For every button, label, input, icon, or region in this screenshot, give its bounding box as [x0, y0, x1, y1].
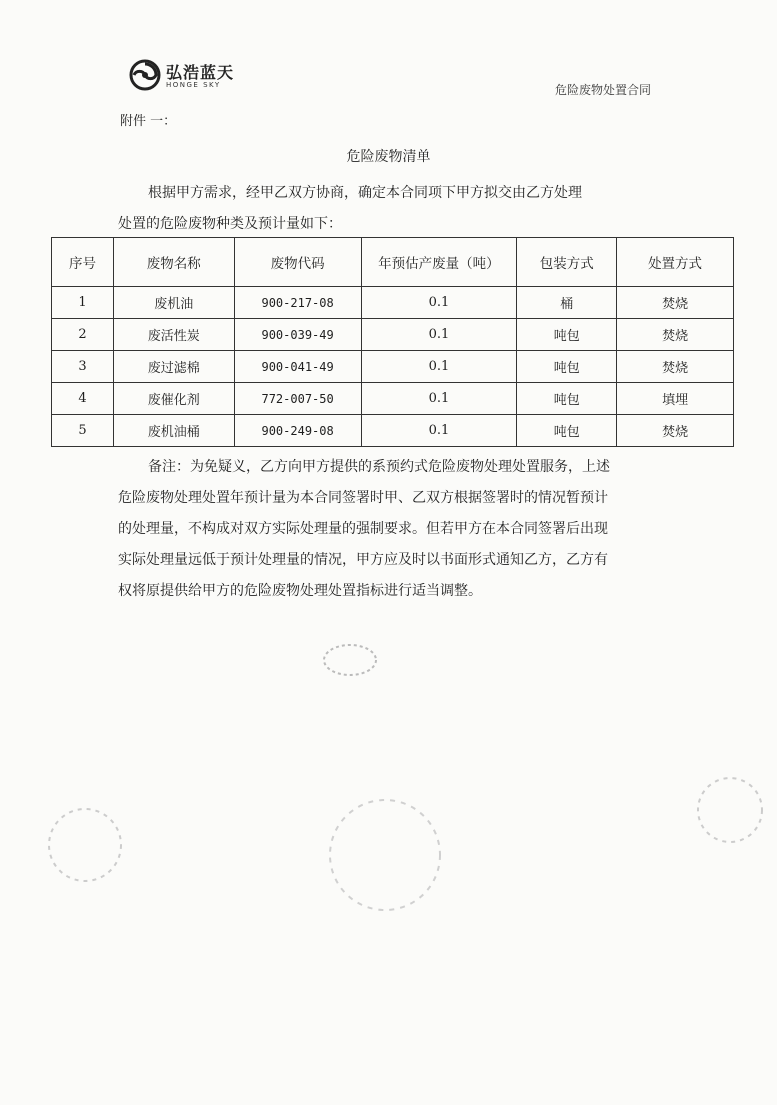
note-line: 的处理量，不构成对双方实际处理量的强制要求。但若甲方在本合同签署后出现	[118, 521, 608, 537]
column-header: 年预估产废量（吨）	[361, 238, 517, 287]
hazardous-waste-table	[51, 237, 734, 447]
table-row	[52, 415, 734, 447]
intro-paragraph	[118, 178, 678, 240]
disposal-method-cell: 焚烧	[617, 415, 734, 447]
waste-name-cell: 废活性炭	[113, 319, 234, 351]
table-row	[52, 319, 734, 351]
annual-amount-cell: 0.1	[361, 351, 517, 383]
annual-amount-cell: 0.1	[361, 319, 517, 351]
column-header: 处置方式	[617, 238, 734, 287]
logo-chinese-name: 弘浩蓝天	[166, 63, 235, 82]
column-header: 废物名称	[113, 238, 234, 287]
waste-name-cell: 废机油	[113, 287, 234, 319]
seal-stamp-watermark	[320, 640, 380, 680]
annual-amount-cell: 0.1	[361, 383, 517, 415]
column-header: 包装方式	[517, 238, 617, 287]
annual-amount-cell: 0.1	[361, 287, 517, 319]
document-type-header: 危险废物处置合同	[555, 83, 652, 97]
company-logo	[128, 58, 258, 94]
table-header-row	[52, 238, 734, 287]
row-number-cell: 4	[52, 383, 114, 415]
packaging-cell: 吨包	[517, 415, 617, 447]
row-number-cell: 3	[52, 351, 114, 383]
packaging-cell: 吨包	[517, 383, 617, 415]
note-line: 备注：为免疑义，乙方向甲方提供的系预约式危险废物处理处置服务，上述	[148, 459, 610, 475]
row-number-cell: 2	[52, 319, 114, 351]
packaging-cell: 吨包	[517, 319, 617, 351]
table-row	[52, 287, 734, 319]
disposal-method-cell: 焚烧	[617, 319, 734, 351]
attachment-label: 附件 一：	[120, 114, 177, 129]
note-line: 实际处理量远低于预计处理量的情况，甲方应及时以书面形式通知乙方，乙方有	[118, 552, 608, 568]
page-title: 危险废物清单	[346, 149, 431, 165]
annual-amount-cell: 0.1	[361, 415, 517, 447]
note-line: 权将原提供给甲方的危险废物处理处置指标进行适当调整。	[118, 583, 482, 599]
row-number-cell: 5	[52, 415, 114, 447]
packaging-cell: 吨包	[517, 351, 617, 383]
seal-stamp-watermark	[690, 770, 770, 850]
disposal-method-cell: 焚烧	[617, 351, 734, 383]
note-paragraph	[118, 452, 678, 607]
column-header: 废物代码	[234, 238, 361, 287]
logo-english-name: HONGE SKY	[166, 81, 221, 89]
waste-name-cell: 废机油桶	[113, 415, 234, 447]
note-line: 危险废物处理处置年预计量为本合同签署时甲、乙双方根据签署时的情况暂预计	[118, 490, 608, 506]
seal-stamp-watermark	[40, 800, 130, 890]
column-header: 序号	[52, 238, 114, 287]
waste-code-cell: 900-041-49	[234, 351, 361, 383]
waste-code-cell: 772-007-50	[234, 383, 361, 415]
waste-name-cell: 废催化剂	[113, 383, 234, 415]
packaging-cell: 桶	[517, 287, 617, 319]
intro-line: 根据甲方需求，经甲乙双方协商，确定本合同项下甲方拟交由乙方处理	[148, 185, 582, 201]
waste-code-cell: 900-217-08	[234, 287, 361, 319]
waste-code-cell: 900-249-08	[234, 415, 361, 447]
table-row	[52, 351, 734, 383]
table-row	[52, 383, 734, 415]
seal-stamp-watermark	[320, 790, 450, 920]
disposal-method-cell: 焚烧	[617, 287, 734, 319]
disposal-method-cell: 填埋	[617, 383, 734, 415]
waste-code-cell: 900-039-49	[234, 319, 361, 351]
row-number-cell: 1	[52, 287, 114, 319]
waste-name-cell: 废过滤棉	[113, 351, 234, 383]
logo-swirl-icon	[128, 58, 162, 92]
intro-line: 处置的危险废物种类及预计量如下：	[118, 216, 342, 232]
